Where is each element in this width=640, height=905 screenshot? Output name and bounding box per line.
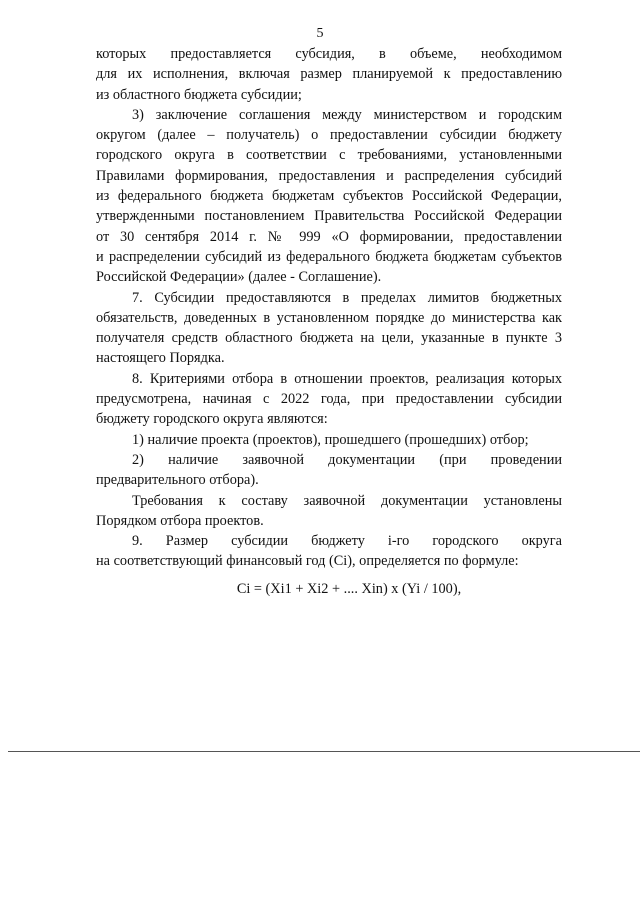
document-body bbox=[96, 44, 562, 599]
text-line: Российской Федерации» (далее - Соглашение). bbox=[96, 269, 382, 286]
text-line: на соответствующий финансовый год (Ci), определяется по формуле: bbox=[96, 553, 519, 570]
text-line: Порядком отбора проектов. bbox=[96, 512, 264, 529]
paragraph-9-subsidy-size bbox=[96, 531, 562, 572]
text-line: городского округа в соответствии с требованиями, установленными bbox=[96, 147, 562, 164]
text-line: обязательств, доведенных в установленном порядке до министерства как bbox=[96, 309, 562, 326]
paragraph-8-criteria bbox=[96, 369, 562, 430]
text-line: получателя средств областного бюджета на цели, указанные в пункте 3 bbox=[96, 330, 562, 347]
paragraph-agreement bbox=[96, 105, 562, 288]
text-line: из федерального бюджета бюджетам субъектов Российской Федерации, bbox=[96, 188, 562, 205]
text-line: от 30 сентября 2014 г. № 999 «О формировании, предоставлении bbox=[96, 228, 562, 245]
text-line: Требования к составу заявочной документации установлены bbox=[132, 492, 562, 509]
text-line: и распределении субсидий из федерального бюджета бюджетам субъектов bbox=[96, 248, 562, 265]
paragraph-criterion-2 bbox=[96, 450, 562, 491]
text-line: 7. Субсидии предоставляются в пределах лимитов бюджетных bbox=[132, 289, 562, 306]
text-line: бюджету городского округа являются: bbox=[96, 411, 328, 428]
paragraph-7-limits bbox=[96, 288, 562, 369]
text-line: из областного бюджета субсидии; bbox=[96, 86, 302, 103]
text-line: утвержденными постановлением Правительства Российской Федерации bbox=[96, 208, 562, 225]
subsidy-formula: Ci = (Xi1 + Xi2 + .... Xin) x (Yi / 100), bbox=[236, 580, 462, 597]
paragraph-criterion-1 bbox=[96, 430, 562, 450]
text-line: для их исполнения, включая размер планируемой к предоставлению bbox=[96, 66, 562, 83]
text-line: округом (далее – получатель) о предоставлении субсидии бюджету bbox=[96, 127, 562, 144]
paragraph-requirements bbox=[96, 491, 562, 532]
text-line: 1) наличие проекта (проектов), прошедшего (прошедших) отбор; bbox=[132, 431, 529, 448]
text-line: 2) наличие заявочной документации (при проведении bbox=[132, 451, 562, 468]
text-line: 3) заключение соглашения между министерством и городским bbox=[132, 106, 562, 123]
text-line: предусмотрена, начиная с 2022 года, при предоставлении субсидии bbox=[96, 391, 562, 408]
text-line: настоящего Порядка. bbox=[96, 350, 225, 367]
page-number: 5 bbox=[316, 26, 324, 41]
page-bottom-rule bbox=[8, 751, 640, 752]
text-line: Правилами формирования, предоставления и распределения субсидий bbox=[96, 167, 562, 184]
text-line: предварительного отбора). bbox=[96, 472, 259, 489]
text-line: 8. Критериями отбора в отношении проектов, реализация которых bbox=[132, 370, 562, 387]
paragraph-subsidy-volume bbox=[96, 44, 562, 105]
text-line: 9. Размер субсидии бюджету i-го городского округа bbox=[132, 533, 562, 550]
text-line: которых предоставляется субсидия, в объеме, необходимом bbox=[96, 46, 562, 62]
